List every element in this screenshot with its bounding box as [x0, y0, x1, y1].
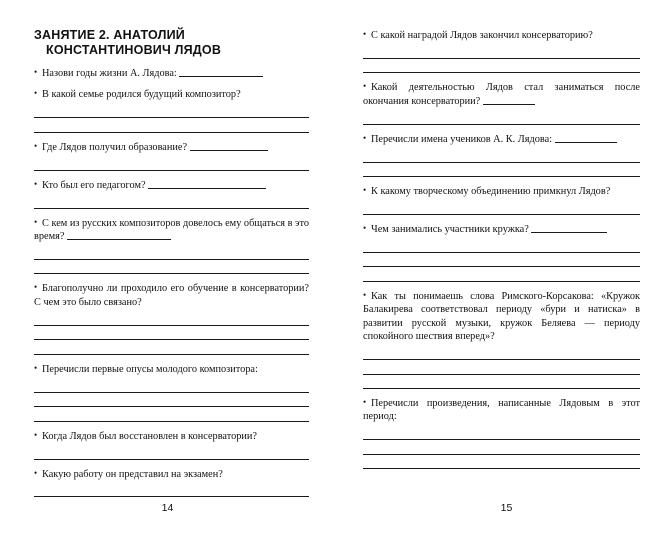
bullet-icon: •	[34, 140, 38, 151]
answer-line[interactable]	[34, 393, 309, 408]
answer-line[interactable]	[34, 326, 309, 341]
answer-lines	[34, 156, 309, 171]
answer-line[interactable]	[148, 179, 266, 189]
bullet-icon: •	[363, 397, 367, 408]
answer-line[interactable]	[363, 360, 640, 375]
question-text: К какому творческому объединению примкнул Лядов?	[371, 186, 611, 198]
question-text-row	[34, 140, 309, 154]
answer-line[interactable]	[34, 104, 309, 119]
question-text-row	[34, 362, 309, 376]
question-text: Перечисли первые опусы молодого композитора:	[42, 363, 258, 375]
answer-line[interactable]	[34, 260, 309, 275]
answer-line[interactable]	[363, 59, 640, 74]
question-block	[34, 362, 309, 422]
answer-line[interactable]	[363, 253, 640, 268]
question-block	[363, 132, 640, 177]
page-right	[335, 0, 670, 540]
question-text-row	[363, 80, 640, 108]
question-text: Благополучно ли проходило его обучение в консерватории? С чем это было связано?	[34, 283, 309, 308]
question-text: Перечисли имена учеников А. К. Лядова:	[371, 133, 553, 145]
answer-line[interactable]	[34, 378, 309, 393]
page-title-line-1: ЗАНЯТИЕ 2. АНАТОЛИЙ	[34, 28, 185, 42]
bullet-icon: •	[363, 289, 367, 300]
answer-line[interactable]	[363, 44, 640, 59]
questions-left	[34, 66, 309, 497]
page-title	[34, 28, 309, 58]
answer-line[interactable]	[190, 141, 268, 151]
question-text: Кто был его педагогом?	[42, 179, 146, 191]
answer-line[interactable]	[34, 445, 309, 460]
answer-line[interactable]	[34, 407, 309, 422]
question-text: Когда Лядов был восстановлен в консерватории?	[42, 430, 257, 442]
bullet-icon: •	[363, 81, 367, 92]
answer-lines	[34, 378, 309, 422]
bullet-icon: •	[34, 67, 38, 77]
answer-line[interactable]	[179, 67, 263, 77]
answer-line[interactable]	[34, 483, 309, 498]
question-block	[363, 222, 640, 282]
answer-lines	[363, 148, 640, 177]
answer-line[interactable]	[363, 110, 640, 125]
question-block	[34, 467, 309, 498]
question-text-row	[34, 216, 309, 244]
question-text-row	[34, 66, 309, 80]
answer-lines	[34, 311, 309, 355]
question-text-row	[363, 222, 640, 236]
answer-line[interactable]	[67, 230, 171, 240]
bullet-icon: •	[34, 467, 38, 478]
answer-line[interactable]	[363, 148, 640, 163]
question-block	[34, 87, 309, 132]
answer-lines	[363, 110, 640, 125]
question-text: В какой семье родился будущий композитор?	[42, 89, 241, 101]
question-block	[363, 184, 640, 215]
question-text-row	[363, 396, 640, 424]
bullet-icon: •	[363, 29, 367, 39]
answer-lines	[34, 245, 309, 274]
question-block	[363, 289, 640, 389]
answer-lines	[363, 346, 640, 390]
question-text-row	[363, 289, 640, 344]
answer-line[interactable]	[363, 426, 640, 441]
answer-line[interactable]	[34, 311, 309, 326]
question-text: С кем из русских композиторов довелось ему общаться в это время?	[34, 217, 309, 243]
answer-lines	[363, 426, 640, 470]
answer-lines	[34, 194, 309, 209]
answer-line[interactable]	[34, 245, 309, 260]
answer-line[interactable]	[555, 133, 617, 143]
bullet-icon: •	[34, 178, 38, 189]
question-text: Чем занимались участники кружка?	[371, 224, 529, 236]
question-text-row	[34, 87, 309, 101]
answer-line[interactable]	[34, 156, 309, 171]
answer-line[interactable]	[531, 223, 607, 233]
question-text: Где Лядов получил образование?	[42, 141, 188, 153]
answer-lines	[363, 238, 640, 282]
page-number: 15	[500, 502, 513, 514]
bullet-icon: •	[34, 88, 38, 99]
question-text: С какой наградой Лядов закончил консерваторию?	[371, 30, 593, 41]
answer-line[interactable]	[34, 194, 309, 209]
answer-line[interactable]	[363, 375, 640, 390]
page-number: 14	[161, 502, 174, 514]
answer-line[interactable]	[363, 267, 640, 282]
question-text-row	[34, 467, 309, 481]
question-text: Какой деятельностью Лядов стал заниматься после окончания консерватории?	[363, 82, 640, 107]
question-text-row	[34, 429, 309, 443]
bullet-icon: •	[34, 362, 38, 373]
answer-line[interactable]	[363, 238, 640, 253]
bullet-icon: •	[34, 429, 38, 440]
question-text: Перечисли произведения, написанные Лядовым в этот период:	[363, 398, 640, 423]
question-text: Как ты понимаешь слова Римского-Корсакова: «Кружок Балакирева соответствовал периоду «бури и натиска» в развитии русской музыки, кружок Беляева — периоду спокойного шествия вперед»?	[363, 290, 640, 343]
bullet-icon: •	[363, 223, 367, 234]
question-text-row	[363, 28, 640, 42]
answer-lines	[34, 104, 309, 133]
question-text: Назови годы жизни А. Лядова:	[42, 68, 177, 79]
question-block	[34, 178, 309, 209]
answer-line[interactable]	[363, 455, 640, 470]
question-block	[363, 28, 640, 73]
answer-lines	[363, 44, 640, 73]
answer-lines	[34, 445, 309, 460]
question-block	[363, 80, 640, 124]
question-block	[34, 140, 309, 171]
answer-line[interactable]	[483, 95, 535, 105]
question-text: Какую работу он представил на экзамен?	[42, 468, 223, 480]
answer-line[interactable]	[363, 440, 640, 455]
question-text-row	[34, 178, 309, 192]
question-block	[34, 216, 309, 275]
question-block	[34, 281, 309, 354]
bullet-icon: •	[363, 132, 367, 143]
question-text-row	[34, 281, 309, 309]
question-block	[34, 429, 309, 460]
answer-line[interactable]	[363, 201, 640, 216]
question-text-row	[363, 184, 640, 198]
questions-right	[363, 28, 640, 469]
answer-line[interactable]	[34, 340, 309, 355]
answer-line[interactable]	[363, 346, 640, 361]
page-title-line-2: КОНСТАНТИНОВИЧ ЛЯДОВ	[46, 43, 222, 57]
answer-lines	[34, 483, 309, 498]
answer-line[interactable]	[34, 118, 309, 133]
bullet-icon: •	[363, 185, 367, 196]
question-block	[34, 66, 309, 80]
bullet-icon: •	[34, 216, 38, 227]
bullet-icon: •	[34, 282, 38, 293]
question-block	[363, 396, 640, 469]
question-text-row	[363, 132, 640, 146]
answer-line[interactable]	[363, 163, 640, 178]
answer-lines	[363, 201, 640, 216]
